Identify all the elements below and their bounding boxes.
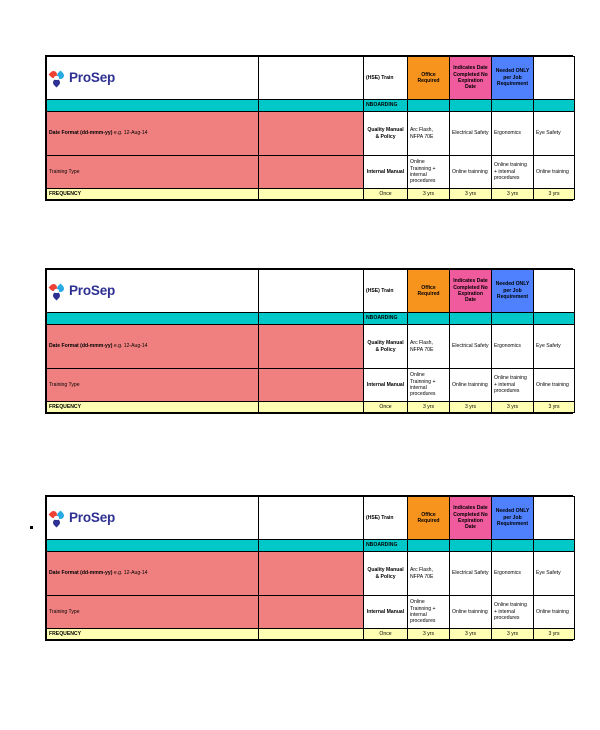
header-office-required: Office Required [408,57,450,100]
table-row [47,112,575,156]
frequency-blank [259,402,364,413]
cell-ergonomics: Ergonomics [492,325,534,369]
frequency-row [47,189,575,200]
band-col-3 [492,313,534,325]
date-format-label: Date Format (dd-mmm-yy) e.g. 12-Aug-14 [47,552,259,596]
cell-online-training-2: Online training [534,369,575,402]
frequency-row [47,629,575,640]
header-office-required: Office Required [408,270,450,313]
header-indicates-date-completed: Indicates Date Completed No Expiration Date [450,57,492,100]
date-format-label: Date Format (dd-mmm-yy) e.g. 12-Aug-14 [47,112,259,156]
spreadsheet-block-3 [45,495,573,641]
onboarding-band-label: NBOARDING [364,100,408,112]
frequency-value-1: 3 yrs [408,629,450,640]
training-type-label: Training Type [47,369,259,402]
onboarding-band-label: NBOARDING [364,540,408,552]
cell-online-training-1: Online trainning [450,156,492,189]
onboarding-band-label: NBOARDING [364,313,408,325]
table-row [47,156,575,189]
table-row [47,596,575,629]
header-spacer-cell [259,497,364,540]
band-left [47,540,259,552]
frequency-value-3: 3 yrs [492,629,534,640]
band-col-2 [450,313,492,325]
band-col-4 [534,540,575,552]
spreadsheet-block-1 [45,55,573,201]
table-header-row [47,270,575,313]
frequency-value-2: 3 yrs [450,189,492,200]
frequency-value-1: 3 yrs [408,189,450,200]
frequency-label: FREQUENCY [47,629,259,640]
frequency-value-1: 3 yrs [408,402,450,413]
brand-name: ProSep [69,282,116,298]
header-needed-only-per-job: Needed ONLY per Job Requirement [492,57,534,100]
header-empty-cell [534,497,575,540]
row-1-blank [259,156,364,189]
cell-quality-manual-policy: Quality Manual & Policy [364,552,408,596]
row-1-blank [259,596,364,629]
frequency-label: FREQUENCY [47,189,259,200]
cell-electrical-safety: Electrical Safety [450,552,492,596]
cell-internal-manual: Internal Manual [364,369,408,402]
hse-training-header: (HSE) Train [364,57,408,100]
frequency-value-4: 3 yrs [534,629,575,640]
hse-training-header: (HSE) Train [364,497,408,540]
frequency-row [47,402,575,413]
brand-logo-cell [47,270,259,313]
cell-arc-flash: Arc Flash, NFPA 70E [408,325,450,369]
row-0-blank [259,112,364,156]
training-type-label: Training Type [47,156,259,189]
header-empty-cell [534,270,575,313]
training-matrix-table [46,269,575,413]
header-needed-only-per-job: Needed ONLY per Job Requirement [492,497,534,540]
row-1-blank [259,369,364,402]
frequency-value-4: 3 yrs [534,402,575,413]
cell-online-training-1: Online trainning [450,596,492,629]
cell-eye-safety: Eye Safety [534,552,575,596]
cell-internal-manual: Internal Manual [364,156,408,189]
band-col-4 [534,100,575,112]
cell-online-training-1: Online trainning [450,369,492,402]
prosep-pinwheel-logo-icon [49,284,64,299]
brand-logo-cell [47,57,259,100]
training-type-label: Training Type [47,596,259,629]
cell-online-training-internal-1: Online Trainning + internal procedures [408,369,450,402]
header-spacer-cell [259,57,364,100]
header-empty-cell [534,57,575,100]
row-0-blank [259,552,364,596]
table-header-row [47,497,575,540]
frequency-value-once: Once [364,629,408,640]
cell-ergonomics: Ergonomics [492,552,534,596]
cell-electrical-safety: Electrical Safety [450,112,492,156]
band-mid [259,313,364,325]
band-left [47,313,259,325]
frequency-value-2: 3 yrs [450,402,492,413]
band-left [47,100,259,112]
cell-eye-safety: Eye Safety [534,112,575,156]
band-col-4 [534,313,575,325]
prosep-pinwheel-logo-icon [49,511,64,526]
frequency-value-3: 3 yrs [492,402,534,413]
cell-quality-manual-policy: Quality Manual & Policy [364,325,408,369]
header-spacer-cell [259,270,364,313]
band-col-1 [408,540,450,552]
frequency-value-3: 3 yrs [492,189,534,200]
cell-online-training-internal-2: Online training + internal procedures [492,156,534,189]
bullet-marker [30,526,33,529]
band-col-2 [450,540,492,552]
cell-online-training-internal-2: Online training + internal procedures [492,596,534,629]
frequency-value-once: Once [364,189,408,200]
table-header-row [47,57,575,100]
cell-online-training-internal-1: Online Trainning + internal procedures [408,596,450,629]
header-indicates-date-completed: Indicates Date Completed No Expiration Date [450,497,492,540]
date-format-label: Date Format (dd-mmm-yy) e.g. 12-Aug-14 [47,325,259,369]
cell-arc-flash: Arc Flash, NFPA 70E [408,112,450,156]
band-mid [259,540,364,552]
frequency-value-once: Once [364,402,408,413]
cell-online-training-internal-1: Online Trainning + internal procedures [408,156,450,189]
onboarding-band-row [47,313,575,325]
header-needed-only-per-job: Needed ONLY per Job Requirement [492,270,534,313]
cell-quality-manual-policy: Quality Manual & Policy [364,112,408,156]
hse-training-header: (HSE) Train [364,270,408,313]
training-matrix-table [46,496,575,640]
brand-logo-cell [47,497,259,540]
frequency-blank [259,189,364,200]
frequency-value-2: 3 yrs [450,629,492,640]
band-col-3 [492,100,534,112]
cell-eye-safety: Eye Safety [534,325,575,369]
brand-name: ProSep [69,69,116,85]
table-row [47,369,575,402]
onboarding-band-row [47,100,575,112]
cell-online-training-2: Online training [534,156,575,189]
frequency-blank [259,629,364,640]
cell-internal-manual: Internal Manual [364,596,408,629]
band-col-1 [408,100,450,112]
table-row [47,552,575,596]
cell-electrical-safety: Electrical Safety [450,325,492,369]
frequency-value-4: 3 yrs [534,189,575,200]
prosep-pinwheel-logo-icon [49,71,64,86]
cell-ergonomics: Ergonomics [492,112,534,156]
training-matrix-table [46,56,575,200]
header-indicates-date-completed: Indicates Date Completed No Expiration Date [450,270,492,313]
band-col-3 [492,540,534,552]
band-col-2 [450,100,492,112]
cell-arc-flash: Arc Flash, NFPA 70E [408,552,450,596]
header-office-required: Office Required [408,497,450,540]
cell-online-training-internal-2: Online training + internal procedures [492,369,534,402]
table-row [47,325,575,369]
onboarding-band-row [47,540,575,552]
row-0-blank [259,325,364,369]
brand-name: ProSep [69,509,116,525]
cell-online-training-2: Online training [534,596,575,629]
frequency-label: FREQUENCY [47,402,259,413]
spreadsheet-block-2 [45,268,573,414]
band-col-1 [408,313,450,325]
band-mid [259,100,364,112]
